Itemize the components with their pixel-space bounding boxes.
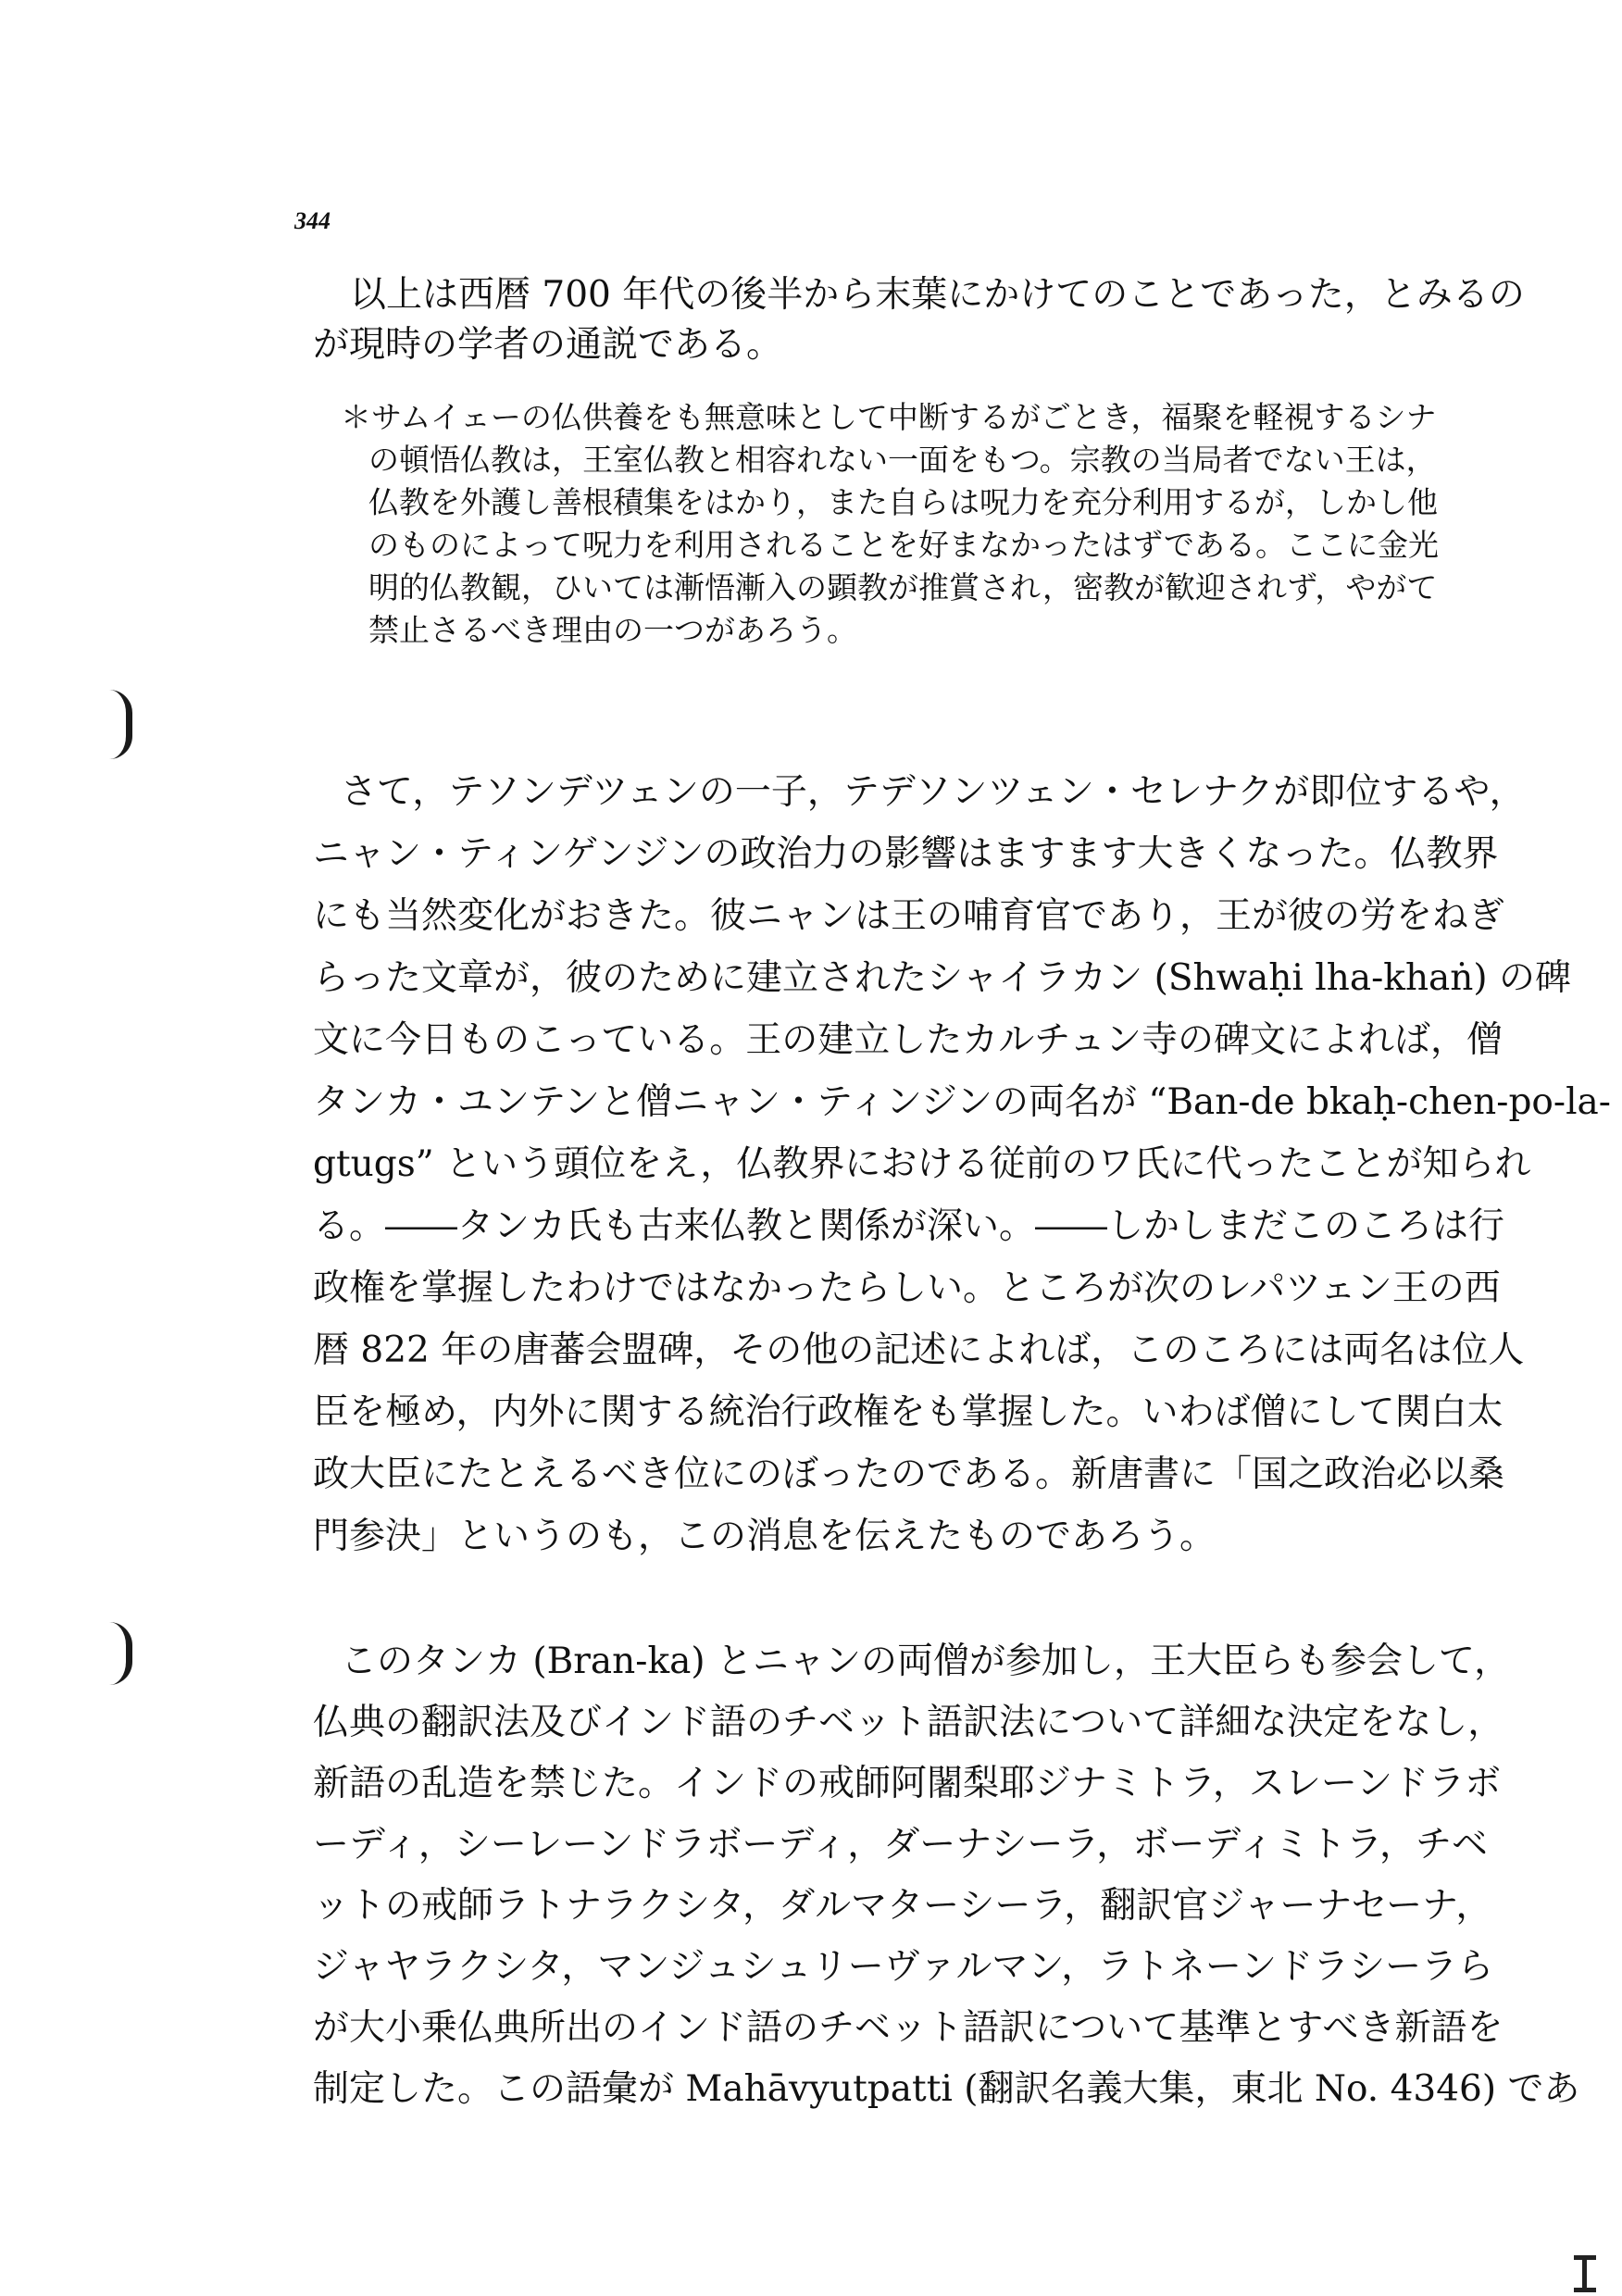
text-line: ジャヤラクシタ，マンジュシュリーヴァルマン，ラトネーンドラシーラら: [313, 1946, 1494, 1988]
text-line: gtugs” という頭位をえ，仏教界における従前のワ氏に代ったことが知られ: [313, 1143, 1531, 1185]
text-line: さて，テソンデツェンの一子，テデソンツェン・セレナクが即位するや，: [341, 771, 1526, 813]
text-line: ニャン・ティンゲンジンの政治力の影響はますます大きくなった。仏教界: [313, 833, 1499, 875]
text-line: ットの戒師ラトナラクシタ，ダルマターシーラ，翻訳官ジャーナセーナ，: [313, 1885, 1492, 1927]
text-line: が現時の学者の通説である。: [313, 324, 783, 366]
text-line: タンカ・ユンテンと僧ニャン・ティンジンの両名が “Ban-de bkaḥ-chen-po-la-: [313, 1081, 1611, 1123]
text-line: 暦 822 年の唐蕃会盟碑，その他の記述によれば，このころには両名は位人: [313, 1329, 1525, 1371]
scan-corner-mark: [1574, 2255, 1596, 2292]
paragraph-2: [313, 761, 1611, 1567]
page-number: 344: [294, 207, 331, 234]
text-line: 政権を掌握したわけではなかったらしい。ところが次のレパツェン王の西: [313, 1267, 1501, 1309]
text-line: 以上は西暦 700 年代の後半から末葉にかけてのことであった，とみるの: [350, 274, 1525, 316]
binding-shadow-mark: [109, 690, 132, 759]
text-line: 新語の乱造を禁じた。インドの戒師阿闍梨耶ジナミトラ，スレーンドラボ: [313, 1763, 1502, 1804]
footnote: [341, 396, 1439, 652]
text-line: ーディ，シーレーンドラボーディ，ダーナシーラ，ボーディミトラ，チベ: [313, 1824, 1489, 1866]
text-line: 制定した。この語彙が Mahāvyutpatti (翻訳名義大集，東北 No. 4346) であ: [313, 2068, 1580, 2110]
text-line: このタンカ (Bran-ka) とニャンの両僧が参加し，王大臣らも参会して，: [341, 1641, 1511, 1682]
text-line: 政大臣にたとえるべき位にのぼったのである。新唐書に「国之政治必以桑: [313, 1454, 1505, 1495]
text-line: 門参決」というのも，この消息を伝えたものであろう。: [313, 1516, 1216, 1557]
footnote-line: 仏教を外護し善根積集をはかり，また自らは呪力を充分利用するが，しかし他: [368, 484, 1438, 520]
paragraph-1: [313, 270, 1525, 370]
footnote-line: の頓悟仏教は，王室仏教と相容れない一面をもつ。宗教の当局者でない王は，: [368, 442, 1437, 478]
footnote-line: 明的仏教観，ひいては漸悟漸入の顕教が推賞され，密教が歓迎されず，やがて: [368, 569, 1438, 605]
footnote-line: 禁止さるべき理由の一つがあろう。: [368, 612, 857, 648]
text-line: らった文章が，彼のために建立されたシャイラカン (Shwaḥi lha-khaṅ) の碑: [313, 957, 1572, 999]
paragraph-3: [313, 1631, 1580, 2120]
text-line: る。――タンカ氏も古来仏教と関係が深い。――しかしまだこのころは行: [313, 1205, 1505, 1247]
footnote-line: のものによって呪力を利用されることを好まなかったはずである。ここに金光: [368, 527, 1439, 563]
text-line: 文に今日ものこっている。王の建立したカルチュン寺の碑文によれば，僧: [313, 1019, 1503, 1061]
footnote-line: ＊サムイェーの仏供養をも無意味として中断するがごとき，福聚を軽視するシナ: [341, 399, 1437, 435]
text-line: 臣を極め，内外に関する統治行政権をも掌握した。いわば僧にして関白太: [313, 1391, 1503, 1433]
text-line: にも当然変化がおきた。彼ニャンは王の哺育官であり，王が彼の労をねぎ: [313, 895, 1505, 937]
text-line: 仏典の翻訳法及びインド語のチベット語訳法について詳細な決定をなし，: [313, 1702, 1504, 1743]
binding-shadow-mark: [109, 1622, 132, 1685]
text-line: が大小乗仏典所出のインド語のチベット語訳について基準とすべき新語を: [313, 2007, 1503, 2049]
